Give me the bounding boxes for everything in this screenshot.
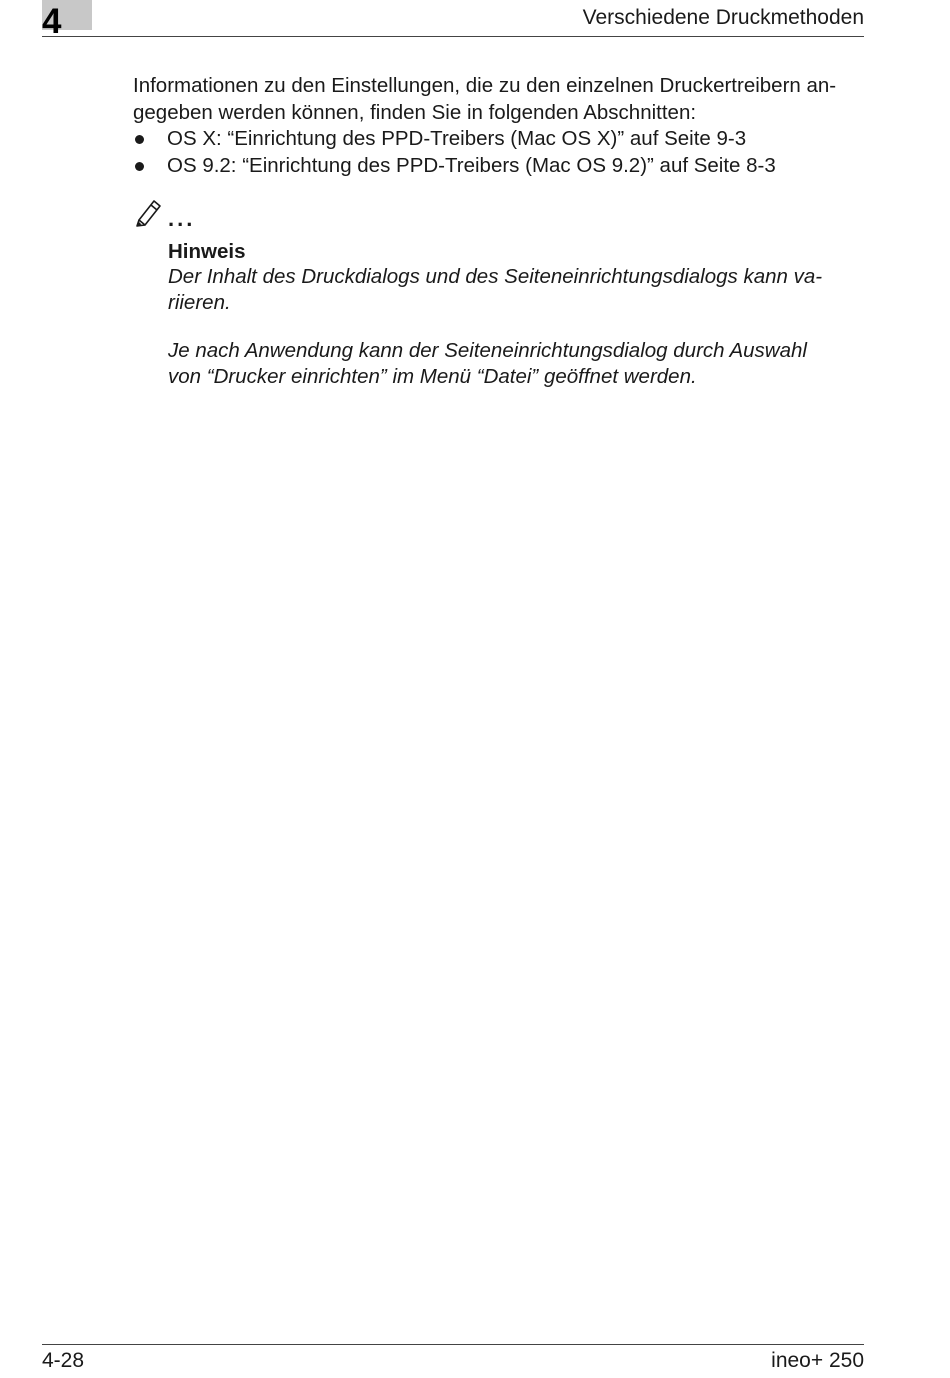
chapter-number: 4 bbox=[42, 2, 62, 41]
reference-os-9-2: OS 9.2: “Einrichtung des PPD-Treibers (Mac OS 9.2)” auf Seite 8-3 bbox=[167, 154, 776, 177]
intro-line-1: Informationen zu den Einstellungen, die zu den einzelnen Druckertreibern an- bbox=[133, 74, 837, 97]
header-rule bbox=[42, 36, 864, 37]
reference-os-x: OS X: “Einrichtung des PPD-Treibers (Mac OS X)” auf Seite 9-3 bbox=[167, 127, 747, 150]
note-p1-line-2: riieren. bbox=[168, 291, 231, 314]
section-reference-list bbox=[133, 125, 873, 179]
product-name: ineo+ 250 bbox=[771, 1349, 864, 1372]
note-p1-line-1: Der Inhalt des Druckdialogs und des Seiteneinrichtungsdialogs kann va- bbox=[168, 265, 823, 288]
note-ellipsis: ... bbox=[168, 206, 196, 231]
intro-paragraph bbox=[133, 72, 873, 126]
bullet-icon bbox=[135, 162, 144, 171]
list-item bbox=[133, 125, 873, 152]
bullet-icon bbox=[135, 135, 144, 144]
note-paragraph-1 bbox=[168, 264, 868, 316]
note-p2-line-2: von “Drucker einrichten” im Menü “Datei” geöffnet werden. bbox=[168, 365, 697, 388]
note-p2-line-1: Je nach Anwendung kann der Seiteneinrichtungsdialog durch Auswahl bbox=[168, 339, 807, 362]
footer-rule bbox=[42, 1344, 864, 1345]
note-heading: Hinweis bbox=[168, 240, 246, 263]
note-paragraph-2 bbox=[168, 338, 868, 390]
pencil-icon bbox=[133, 196, 165, 228]
intro-line-2: gegeben werden können, finden Sie in folgenden Abschnitten: bbox=[133, 101, 697, 124]
page-number: 4-28 bbox=[42, 1349, 85, 1372]
list-item bbox=[133, 152, 873, 179]
running-header-title: Verschiedene Druckmethoden bbox=[582, 6, 864, 29]
